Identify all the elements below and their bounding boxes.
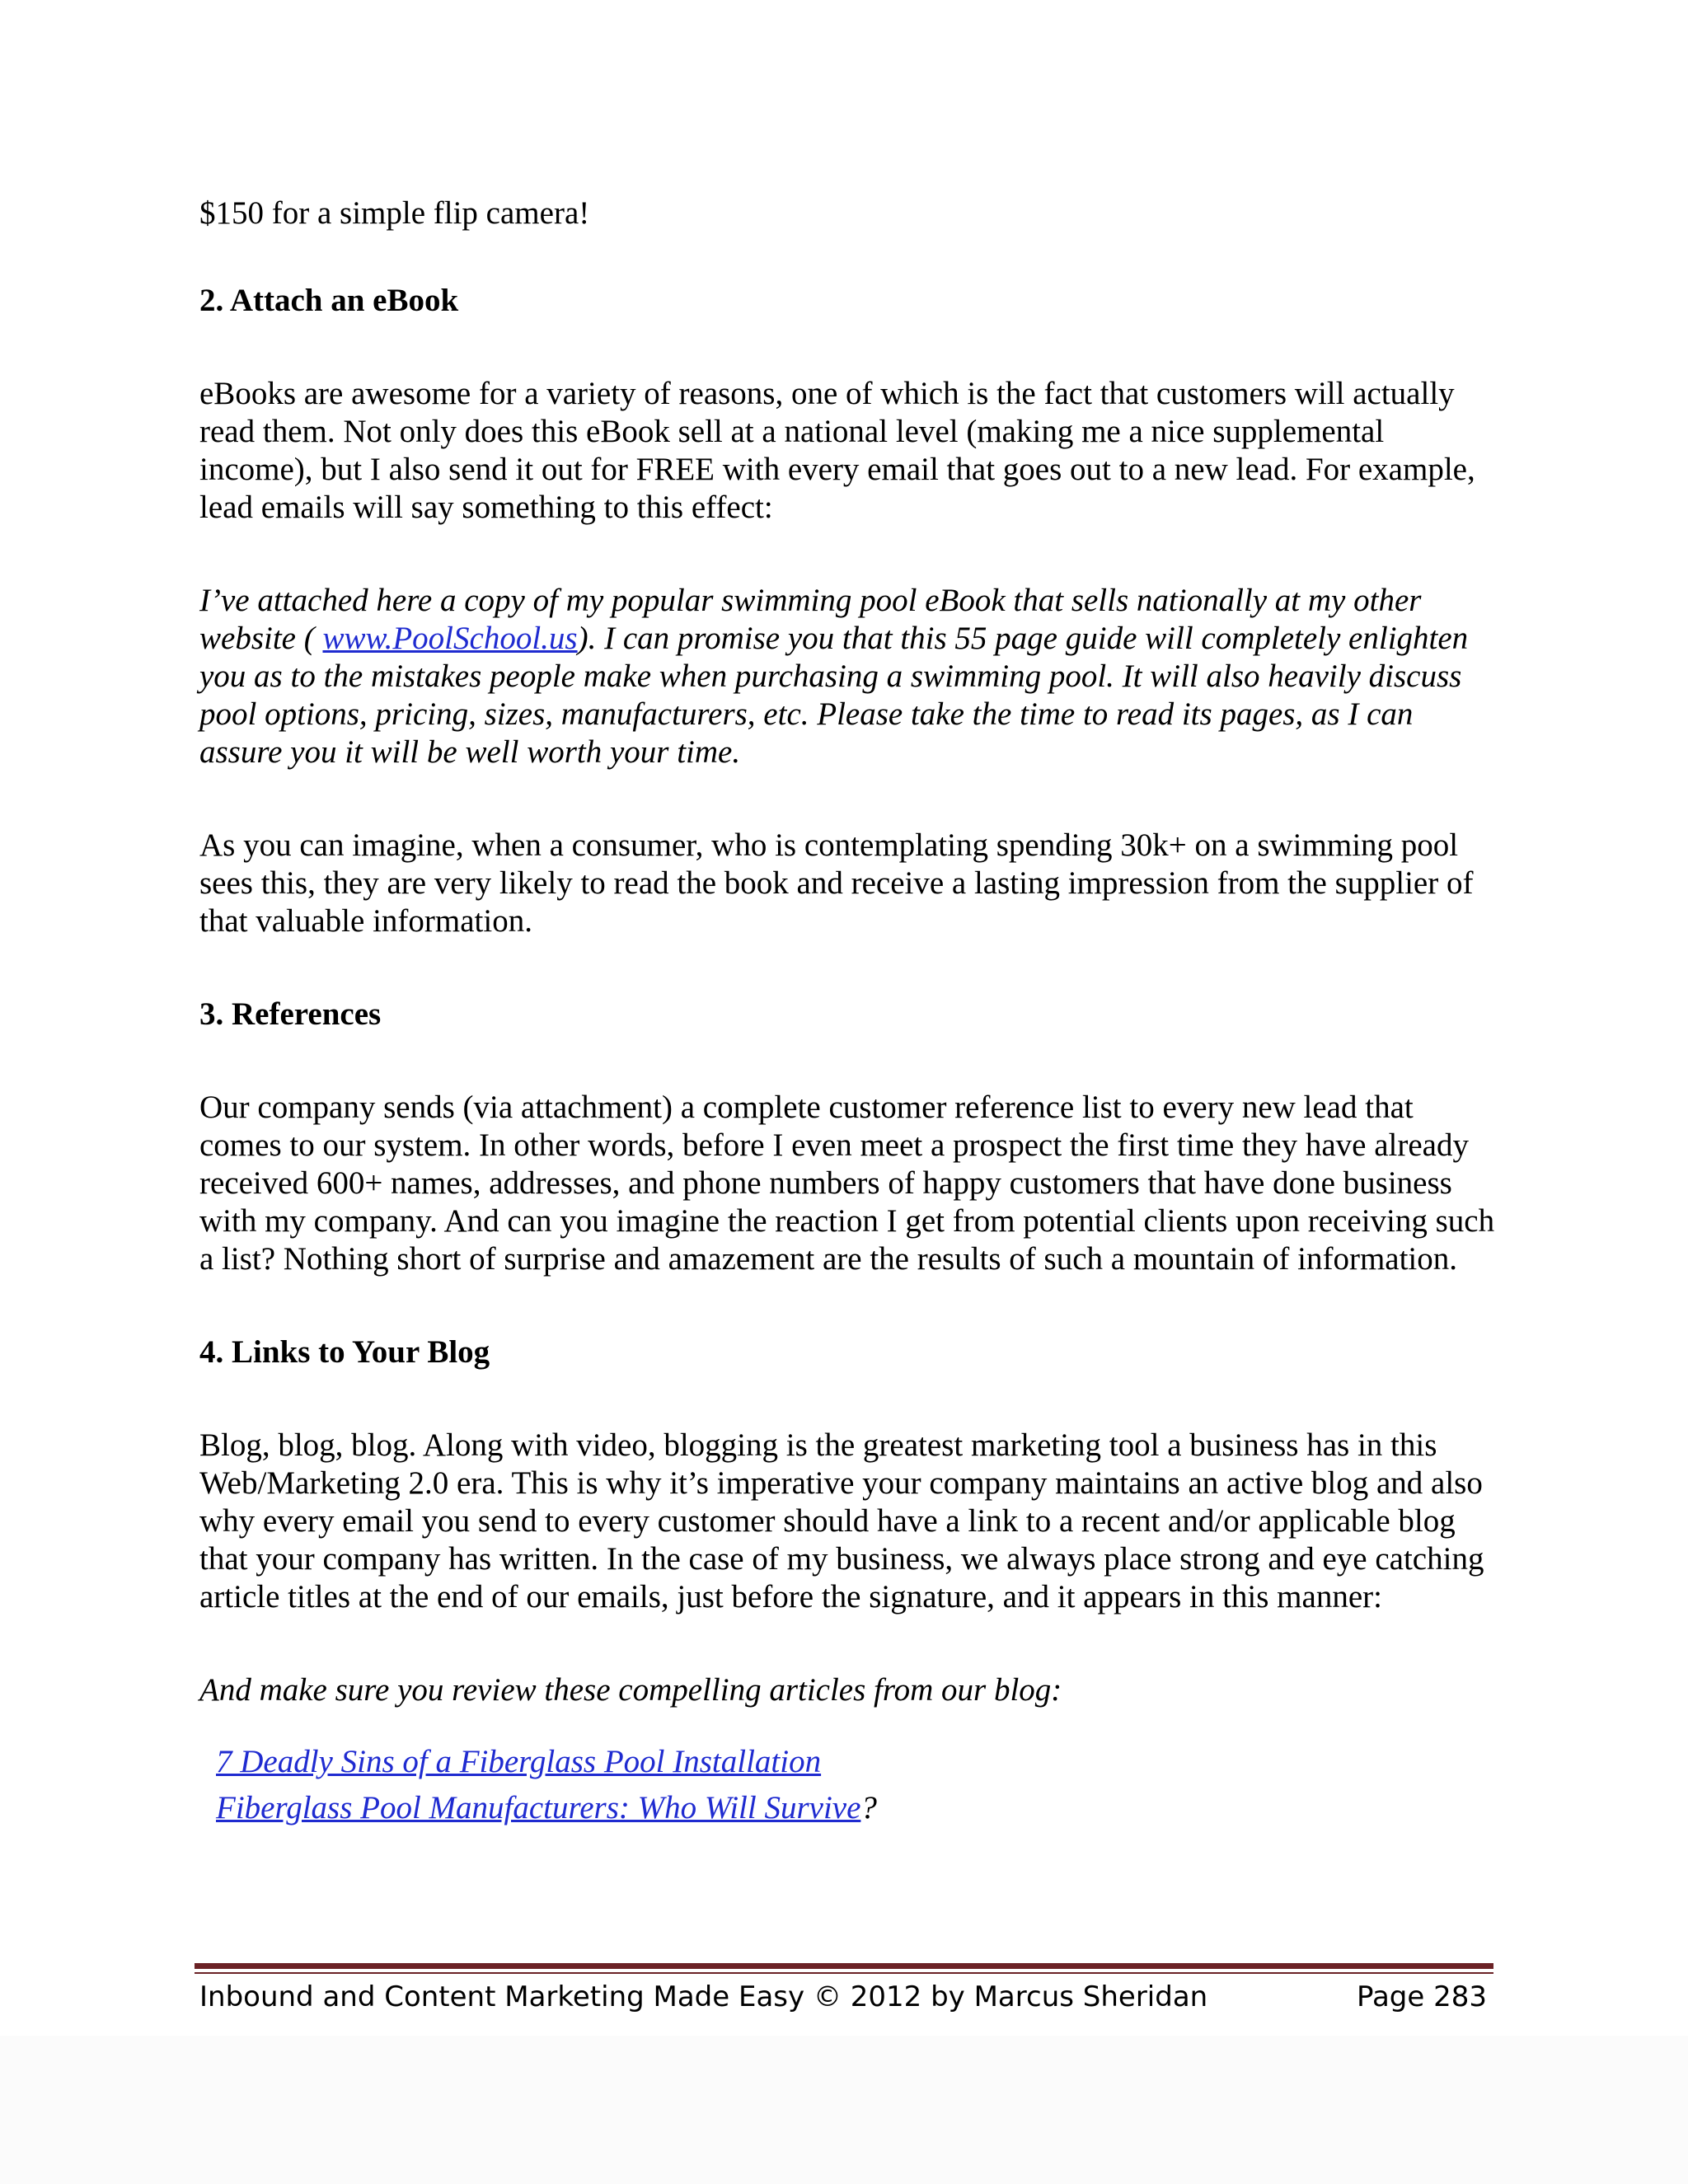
section-heading-ebook: 2. Attach an eBook xyxy=(199,283,459,318)
page-footer xyxy=(199,1976,1487,2018)
page-bottom-shade xyxy=(0,2036,1688,2184)
blog-paragraph: Blog, blog, blog. Along with video, blogging is the greatest marketing tool a business has in this Web/Marketing 2.0 era. This is why it’s imperative your company maintains an active blog and also why every email you send to every customer should have a link to a recent and/or applicable blog that your company has written. In the case of my business, we always place strong and eye catching article titles at the end of our emails, just before the signature, and it appears in this manner: xyxy=(199,1427,1484,1615)
poolschool-link[interactable]: www.PoolSchool.us xyxy=(322,621,578,656)
section-heading-blog: 4. Links to Your Blog xyxy=(199,1334,490,1370)
blog-italic-line: And make sure you review these compelling articles from our blog: xyxy=(199,1672,1062,1708)
blog-link-suffix: ? xyxy=(860,1790,877,1825)
ebook-quote xyxy=(199,582,1500,771)
blog-link-manufacturers[interactable]: Fiberglass Pool Manufacturers: Who Will Survive xyxy=(216,1790,861,1825)
footer-rule-thick xyxy=(195,1963,1493,1969)
footer-rule-thin xyxy=(195,1972,1493,1974)
blog-article-links xyxy=(199,1739,1500,1831)
page-number: Page 283 xyxy=(1356,1980,1487,2013)
references-paragraph: Our company sends (via attachment) a complete customer reference list to every new lead that comes to our system. In other words, before I even meet a prospect the first time they have already received 600+ names, addresses, and phone numbers of happy customers that have done business with my company. And can you imagine the reaction I get from potential clients upon receiving such a list? Nothing short of surprise and amazement are the results of such a mountain of information. xyxy=(199,1090,1495,1277)
ebook-followup-paragraph: As you can imagine, when a consumer, who is contemplating spending 30k+ on a swimming pool sees this, they are very likely to read the book and receive a lasting impression from the supplier of that valuable information. xyxy=(199,827,1474,939)
intro-line: $150 for a simple flip camera! xyxy=(199,195,590,231)
blog-link-deadly-sins[interactable]: 7 Deadly Sins of a Fiberglass Pool Installation xyxy=(216,1744,822,1779)
blog-link-item xyxy=(216,1739,1500,1785)
ebook-quote-end: ). I can promise you that this 55 page guide will completely enlighten you as to the mistakes people make when purchasing a swimming pool. It will also heavily discuss pool options, pricing, sizes, manufacturers, etc. Please take the time to read its pages, as I can assure you it will be well worth your time. xyxy=(199,621,1469,770)
ebook-quote-start: I’ve attached here a copy of my popular swimming pool eBook that sells nationally at my other website ( xyxy=(199,583,1422,656)
footer-title: Inbound and Content Marketing Made Easy © 2012 by Marcus Sheridan xyxy=(199,1980,1208,2013)
blog-link-item xyxy=(216,1785,1500,1831)
page-body xyxy=(199,194,1500,1831)
ebook-paragraph: eBooks are awesome for a variety of reasons, one of which is the fact that customers will actually read them. Not only does this eBook sell at a national level (making me a nice supplemental income), but I also send it out for FREE with every email that goes out to a new lead. For example, lead emails will say something to this effect: xyxy=(199,376,1475,525)
section-heading-references: 3. References xyxy=(199,996,382,1032)
